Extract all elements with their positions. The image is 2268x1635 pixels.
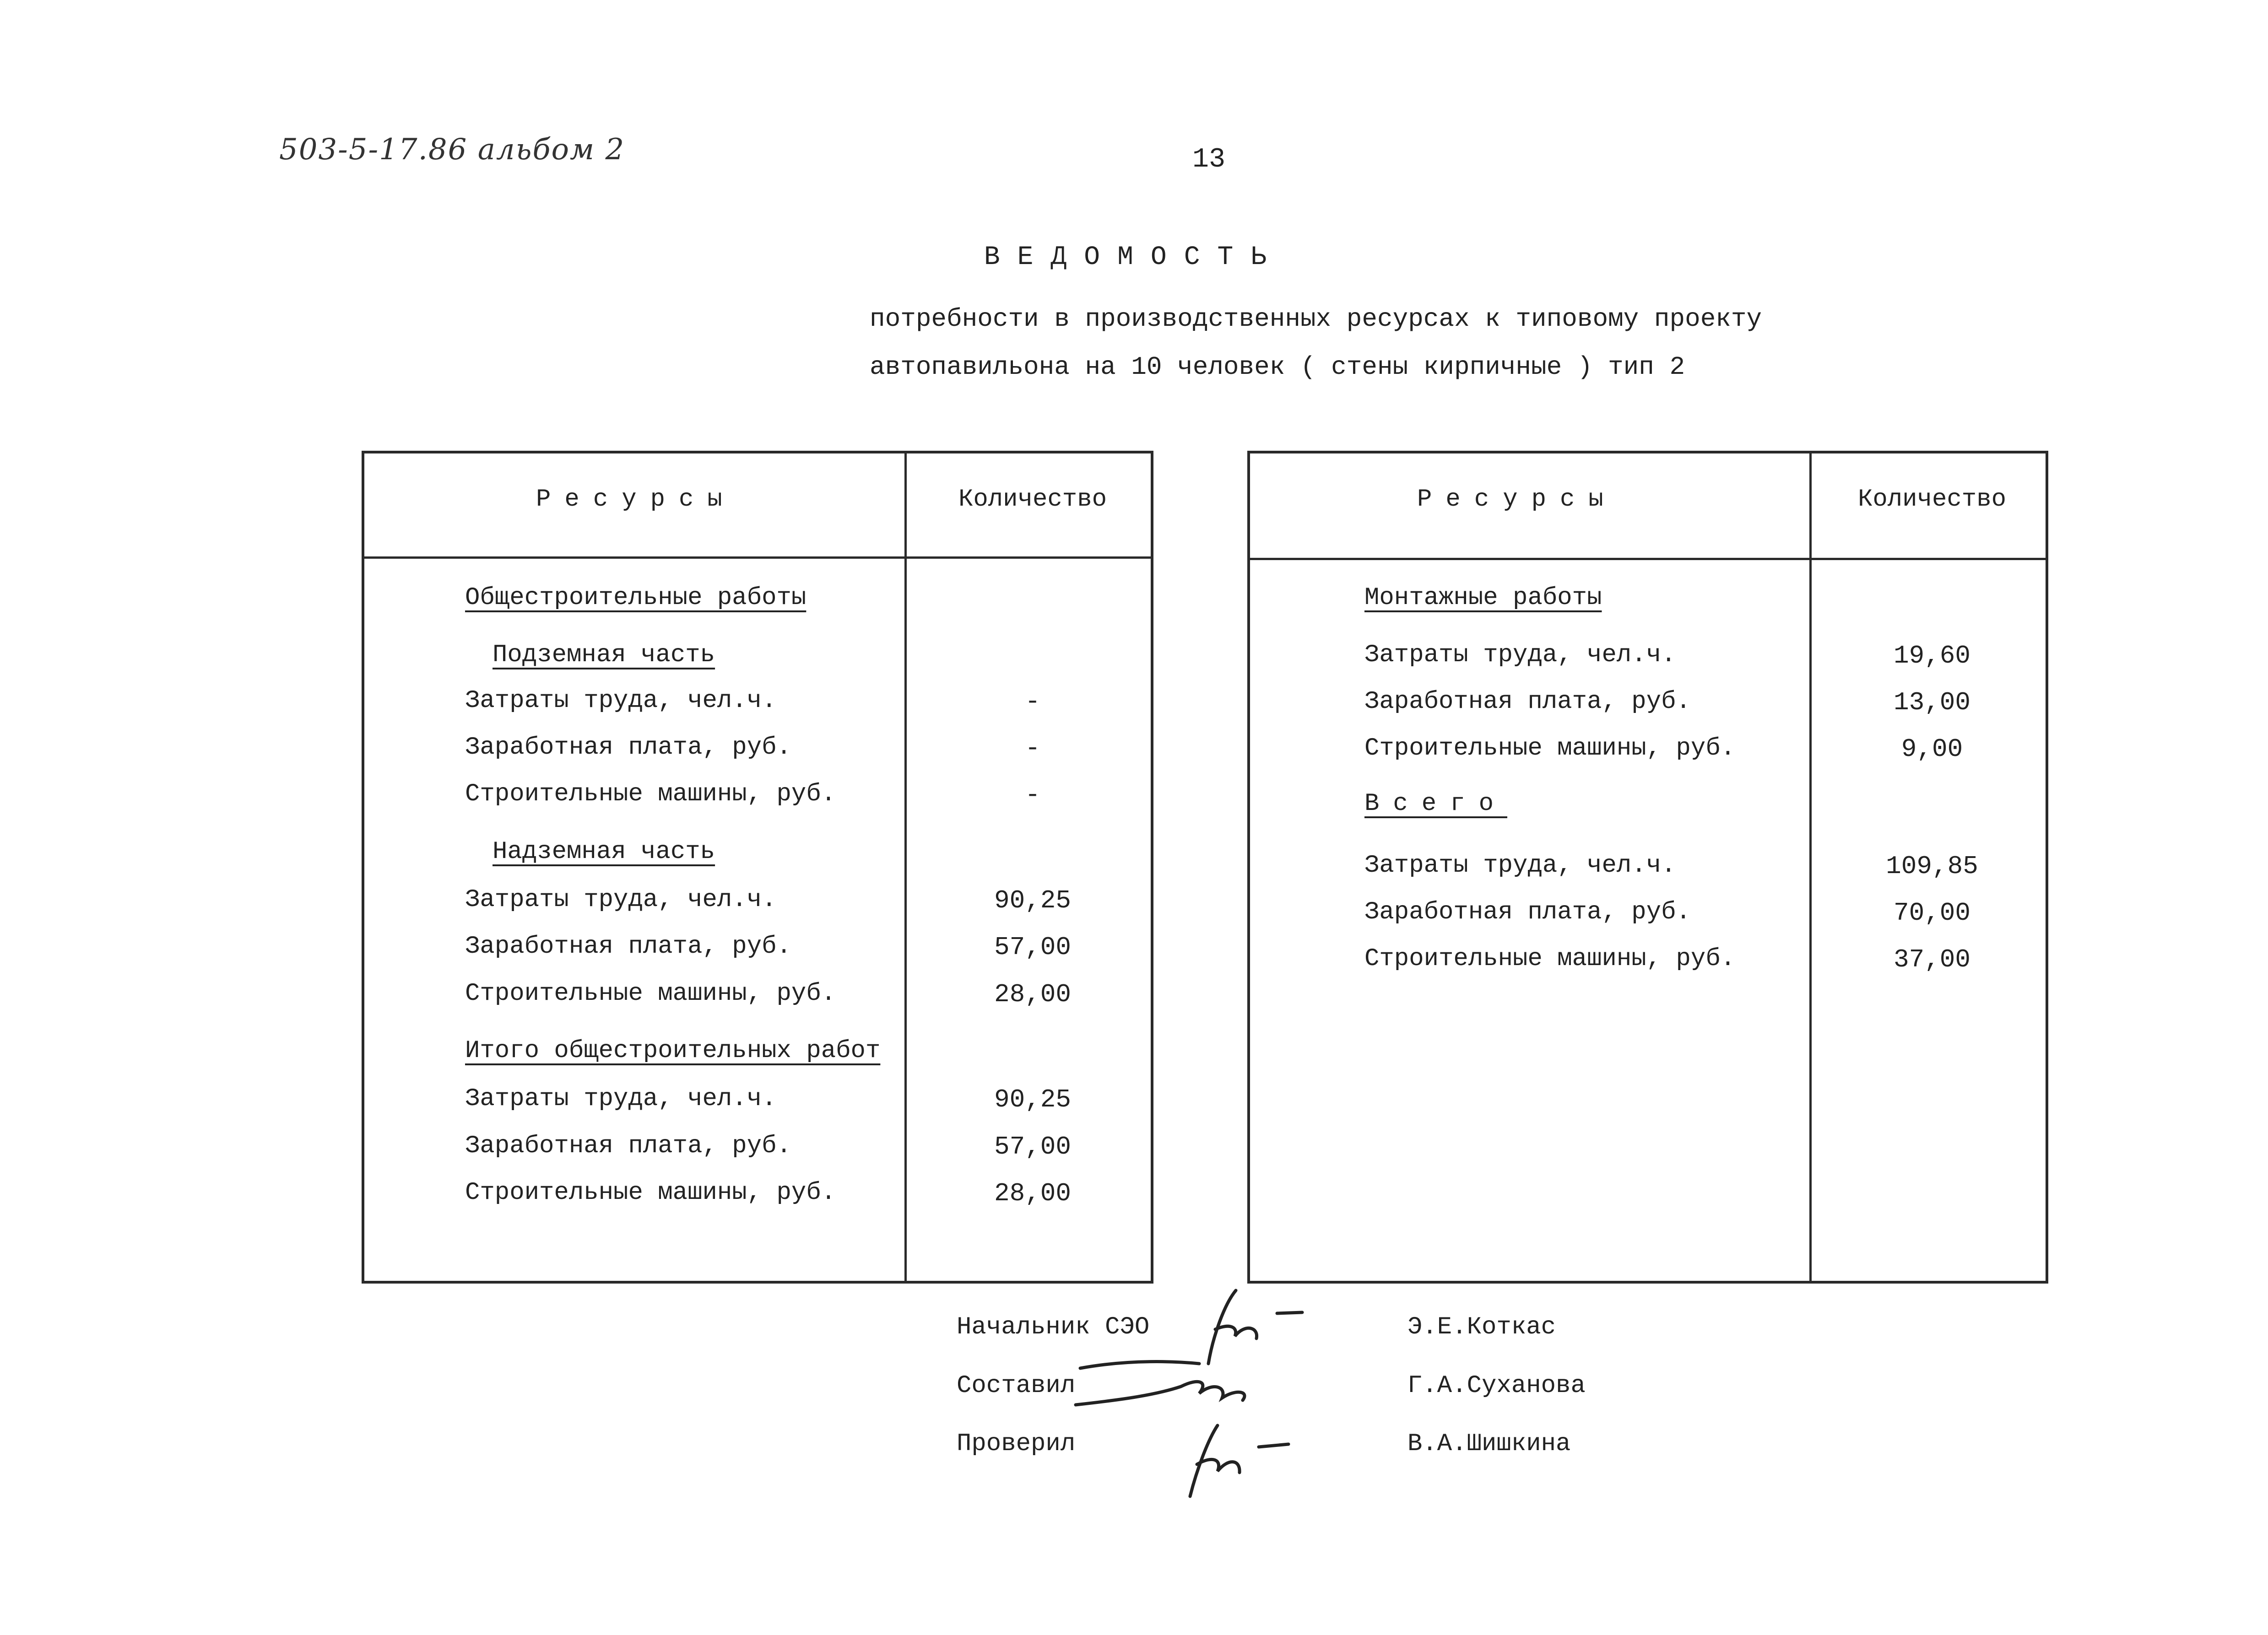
left-row-value: 57,00 bbox=[994, 1132, 1072, 1161]
right-row-value: 13,00 bbox=[1893, 688, 1971, 717]
signature-role-checked: Проверил bbox=[957, 1430, 1076, 1458]
right-header-resource: Ресурсы bbox=[1417, 486, 1617, 513]
left-row-value: 57,00 bbox=[994, 933, 1072, 962]
handwritten-signature-2 bbox=[1062, 1350, 1259, 1419]
subtitle-line-1: потребности в производственных ресурсах к типовому проекту bbox=[870, 304, 1762, 334]
left-header-quantity: Количество bbox=[958, 486, 1107, 513]
page-number: 13 bbox=[1192, 144, 1226, 175]
left-row-value: 28,00 bbox=[994, 1179, 1072, 1208]
left-row-label: Заработная плата, руб. bbox=[465, 933, 791, 960]
left-row-value: 90,25 bbox=[994, 886, 1072, 915]
left-row-label: Строительные машины, руб. bbox=[465, 780, 836, 808]
left-row-value: - bbox=[1025, 687, 1040, 716]
handwritten-signature-3 bbox=[1172, 1419, 1300, 1501]
left-row-value: - bbox=[1025, 734, 1040, 763]
right-column-divider bbox=[1809, 453, 1812, 1281]
left-section-general-total: Итого общестроительных работ bbox=[465, 1037, 881, 1065]
left-column-divider bbox=[904, 453, 907, 1281]
right-header-quantity: Количество bbox=[1857, 486, 2007, 513]
left-row-label: Затраты труда, чел.ч. bbox=[465, 1085, 777, 1113]
left-resource-table bbox=[362, 451, 1153, 1284]
subtitle-line-2: автопавильона на 10 человек ( стены кирпичные ) тип 2 bbox=[870, 352, 1685, 382]
right-row-label: Заработная плата, руб. bbox=[1364, 688, 1691, 716]
signature-role-compiled: Составил bbox=[957, 1372, 1076, 1400]
document-title: ВЕДОМОСТЬ bbox=[984, 243, 1284, 272]
left-section-underground: Подземная часть bbox=[493, 641, 715, 669]
right-row-label: Строительные машины, руб. bbox=[1364, 945, 1736, 973]
right-row-value: 9,00 bbox=[1901, 734, 1963, 764]
right-row-value: 70,00 bbox=[1893, 898, 1971, 928]
right-row-label: Строительные машины, руб. bbox=[1364, 734, 1736, 762]
right-row-value: 109,85 bbox=[1886, 852, 1978, 881]
left-row-label: Заработная плата, руб. bbox=[465, 1132, 791, 1160]
left-header-resource: Ресурсы bbox=[536, 486, 736, 513]
right-row-label: Заработная плата, руб. bbox=[1364, 898, 1691, 926]
right-section-installation: Монтажные работы bbox=[1364, 584, 1602, 612]
signature-role-head: Начальник СЭО bbox=[957, 1313, 1150, 1341]
right-row-value: 19,60 bbox=[1893, 641, 1971, 670]
left-row-value: 28,00 bbox=[994, 980, 1072, 1009]
left-row-label: Строительные машины, руб. bbox=[465, 980, 836, 1008]
right-header-divider bbox=[1250, 558, 2046, 560]
left-row-label: Затраты труда, чел.ч. bbox=[465, 687, 777, 715]
left-row-label: Затраты труда, чел.ч. bbox=[465, 886, 777, 914]
left-row-label: Строительные машины, руб. bbox=[465, 1179, 836, 1207]
right-resource-table bbox=[1247, 451, 2048, 1284]
signature-name-compiled: Г.А.Суханова bbox=[1407, 1372, 1586, 1400]
left-row-label: Заработная плата, руб. bbox=[465, 734, 791, 761]
signature-name-checked: В.А.Шишкина bbox=[1407, 1430, 1571, 1458]
right-row-value: 37,00 bbox=[1893, 945, 1971, 974]
left-row-value: - bbox=[1025, 780, 1040, 809]
signature-name-head: Э.Е.Коткас bbox=[1407, 1313, 1556, 1341]
left-section-general-works: Общестроительные работы bbox=[465, 584, 807, 612]
left-row-value: 90,25 bbox=[994, 1085, 1072, 1114]
right-row-label: Затраты труда, чел.ч. bbox=[1364, 852, 1676, 880]
right-section-total: Всего bbox=[1364, 790, 1508, 818]
right-row-label: Затраты труда, чел.ч. bbox=[1364, 641, 1676, 669]
left-header-divider bbox=[364, 556, 1151, 559]
left-section-aboveground: Надземная часть bbox=[493, 838, 715, 866]
document-code: 503-5-17.86 альбом 2 bbox=[279, 133, 625, 167]
